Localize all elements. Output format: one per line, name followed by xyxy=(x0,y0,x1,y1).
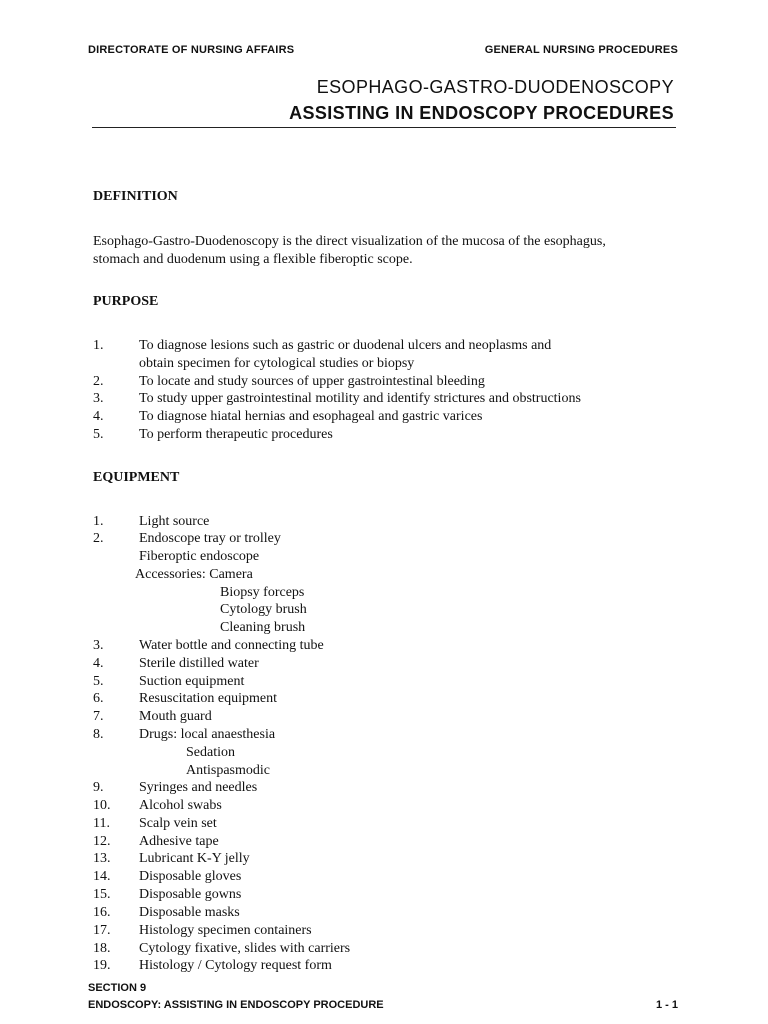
item-text: Disposable gloves xyxy=(139,869,242,884)
item-text: Cleaning brush xyxy=(220,620,306,635)
item-text: Resuscitation equipment xyxy=(139,691,278,706)
item-number: 17. xyxy=(93,923,111,938)
item-text: Histology specimen containers xyxy=(139,923,312,938)
list-item xyxy=(0,850,768,868)
title-divider xyxy=(92,127,676,128)
item-text: Syringes and needles xyxy=(139,780,258,795)
item-text: To study upper gastrointestinal motility and identify strictures and obstructions xyxy=(139,391,581,406)
item-number: 19. xyxy=(93,958,111,973)
item-number: 1. xyxy=(93,338,104,353)
page-number: 1 - 1 xyxy=(655,999,678,1011)
item-text: Lubricant K-Y jelly xyxy=(139,851,250,866)
item-text: Light source xyxy=(139,514,210,529)
list-item xyxy=(0,726,768,744)
footer-section: SECTION 9 xyxy=(88,982,147,994)
item-number: 2. xyxy=(93,531,104,546)
item-text: Disposable gowns xyxy=(139,887,242,902)
item-text: Biopsy forceps xyxy=(220,585,305,600)
list-item xyxy=(0,708,768,726)
item-text: To diagnose hiatal hernias and esophageal and gastric varices xyxy=(139,409,483,424)
item-text: To perform therapeutic procedures xyxy=(139,427,333,442)
document-subtitle: ASSISTING IN ENDOSCOPY PROCEDURES xyxy=(289,103,674,123)
list-item xyxy=(0,513,768,531)
list-item xyxy=(0,548,768,566)
list-item xyxy=(0,886,768,904)
list-item xyxy=(0,566,768,584)
list-item xyxy=(0,655,768,673)
list-item xyxy=(0,373,768,391)
header-organization: DIRECTORATE OF NURSING AFFAIRS xyxy=(88,44,295,56)
item-text: Suction equipment xyxy=(139,674,245,689)
item-number: 16. xyxy=(93,905,111,920)
item-number: 13. xyxy=(93,851,111,866)
item-number: 5. xyxy=(93,427,104,442)
list-item xyxy=(0,337,768,355)
list-item xyxy=(0,355,768,373)
item-number: 14. xyxy=(93,869,111,884)
item-text: Disposable masks xyxy=(139,905,240,920)
item-text: Sedation xyxy=(186,745,235,760)
list-item xyxy=(0,637,768,655)
item-text: Water bottle and connecting tube xyxy=(139,638,324,653)
header-manual-title: GENERAL NURSING PROCEDURES xyxy=(484,44,678,56)
item-text: Cytology brush xyxy=(220,602,307,617)
purpose-heading: PURPOSE xyxy=(93,294,159,309)
item-text: To locate and study sources of upper gastrointestinal bleeding xyxy=(139,374,485,389)
item-text: Sterile distilled water xyxy=(139,656,259,671)
list-item xyxy=(0,408,768,426)
definition-line: stomach and duodenum using a flexible fiberoptic scope. xyxy=(93,252,413,267)
item-number: 10. xyxy=(93,798,111,813)
list-item xyxy=(0,619,768,637)
list-item xyxy=(0,815,768,833)
list-item xyxy=(0,744,768,762)
item-text: Scalp vein set xyxy=(139,816,217,831)
document-title: ESOPHAGO-GASTRO-DUODENOSCOPY xyxy=(316,77,674,97)
item-text: Histology / Cytology request form xyxy=(139,958,332,973)
item-number: 2. xyxy=(93,374,104,389)
definition-heading: DEFINITION xyxy=(93,189,178,204)
list-item xyxy=(0,940,768,958)
footer-title: ENDOSCOPY: ASSISTING IN ENDOSCOPY PROCEDURE xyxy=(88,999,384,1011)
item-number: 15. xyxy=(93,887,111,902)
item-number: 8. xyxy=(93,727,104,742)
item-text: Endoscope tray or trolley xyxy=(139,531,281,546)
list-item xyxy=(0,584,768,602)
item-number: 11. xyxy=(93,816,110,831)
item-number: 5. xyxy=(93,674,104,689)
list-item xyxy=(0,868,768,886)
item-text: Accessories: Camera xyxy=(135,567,253,582)
item-text: Cytology fixative, slides with carriers xyxy=(139,941,351,956)
list-item xyxy=(0,673,768,691)
list-item xyxy=(0,762,768,780)
list-item xyxy=(0,601,768,619)
item-text: obtain specimen for cytological studies or biopsy xyxy=(139,356,415,371)
item-text: Mouth guard xyxy=(139,709,212,724)
item-number: 1. xyxy=(93,514,104,529)
list-item xyxy=(0,690,768,708)
item-number: 7. xyxy=(93,709,104,724)
definition-line: Esophago-Gastro-Duodenoscopy is the direct visualization of the mucosa of the esophagus, xyxy=(93,234,606,249)
definition-text xyxy=(93,233,693,269)
list-item xyxy=(0,957,768,975)
list-item xyxy=(0,426,768,444)
list-item xyxy=(0,904,768,922)
item-number: 12. xyxy=(93,834,111,849)
item-text: Antispasmodic xyxy=(186,763,270,778)
item-text: Adhesive tape xyxy=(139,834,219,849)
item-text: Fiberoptic endoscope xyxy=(139,549,260,564)
item-number: 3. xyxy=(93,638,104,653)
item-number: 3. xyxy=(93,391,104,406)
item-number: 4. xyxy=(93,656,104,671)
item-text: To diagnose lesions such as gastric or duodenal ulcers and neoplasms and xyxy=(139,338,552,353)
equipment-heading: EQUIPMENT xyxy=(93,470,180,485)
item-number: 9. xyxy=(93,780,104,795)
item-number: 6. xyxy=(93,691,104,706)
list-item xyxy=(0,833,768,851)
item-number: 4. xyxy=(93,409,104,424)
list-item xyxy=(0,390,768,408)
item-text: Drugs: local anaesthesia xyxy=(139,727,276,742)
item-number: 18. xyxy=(93,941,111,956)
list-item xyxy=(0,797,768,815)
list-item xyxy=(0,530,768,548)
list-item xyxy=(0,922,768,940)
item-text: Alcohol swabs xyxy=(139,798,222,813)
list-item xyxy=(0,779,768,797)
